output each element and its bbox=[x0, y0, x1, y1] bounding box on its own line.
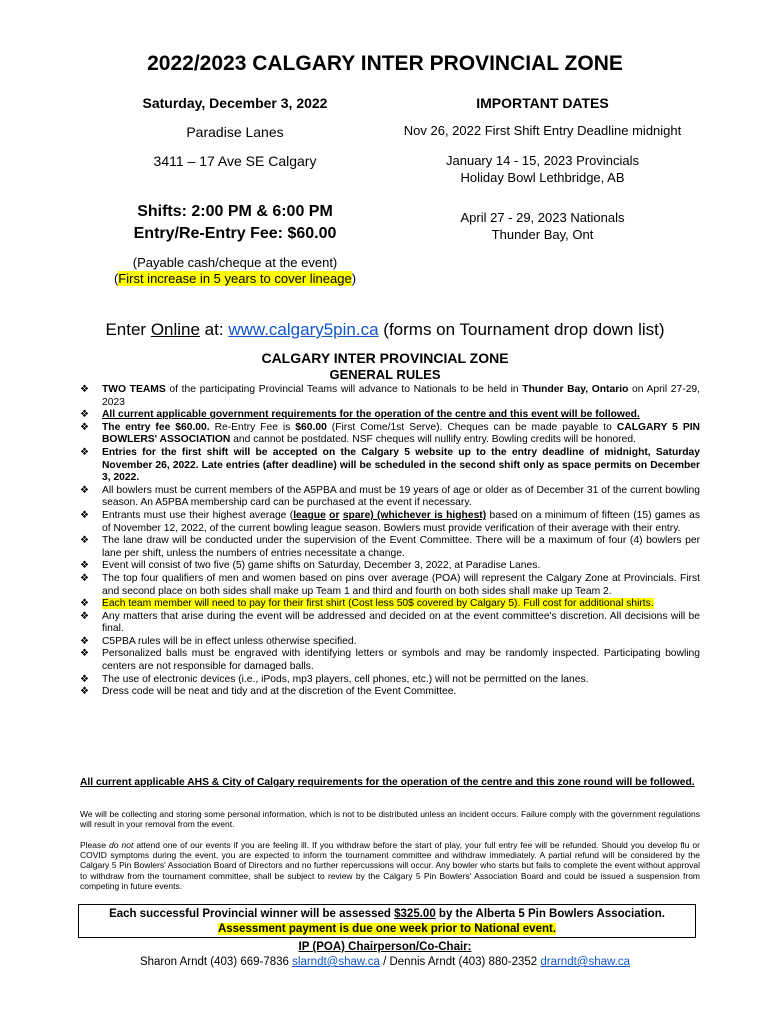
rule-item: ❖ Entrants must use their highest average (league or spare) (whichever is highest) based on a minimum of fifteen (15) games as of November 12, 2022, of the current bowling league season. Bowlers must provide verification of their average with their entry. bbox=[80, 509, 700, 534]
rule-item: ❖ The lane draw will be conducted under the supervision of the Event Committee. There will be a maximum of four (4) bowlers per lane per shift, unless the numbers of entries necessitate a change. bbox=[80, 535, 700, 559]
bullet-icon: ❖ bbox=[80, 535, 89, 547]
rule-item: ❖ Event will consist of two five (5) game shifts on Saturday, December 3, 2022, at Paradise Lanes. bbox=[80, 560, 541, 572]
website-link[interactable]: www.calgary5pin.ca bbox=[228, 320, 379, 339]
rule-item: ❖ The use of electronic devices (i.e., iPods, mp3 players, cell phones, etc.) will not be permitted on the lanes. bbox=[80, 673, 589, 685]
assessment-line-1: Each successful Provincial winner will be assessed $325.00 by the Alberta 5 Pin Bowlers Association. bbox=[109, 908, 665, 920]
bullet-icon: ❖ bbox=[80, 384, 89, 395]
rule-item: ❖ The top four qualifiers of men and women based on pins over average (POA) will represent the Calgary Zone at Provincials. First and second place on both sides shall make up Team 1 and third and fourth on both sides shall make up Team 2. bbox=[80, 572, 700, 597]
rule-item: ❖ The entry fee $60.00. Re-Entry Fee is $60.00 (First Come/1st Serve). Cheques can be made payable to CALGARY 5 PIN BOWLERS' ASSOCIATION and cannot be postdated. NSF cheques will nullify entry. Bowling credits will be honored. bbox=[80, 421, 700, 446]
bullet-icon: ❖ bbox=[80, 635, 89, 647]
provincials-date: January 14 - 15, 2023 Provincials bbox=[446, 153, 639, 168]
payable-note: (Payable cash/cheque at the event) bbox=[132, 255, 338, 270]
increase-note: (First increase in 5 years to cover lineage) bbox=[113, 271, 357, 286]
bullet-icon: ❖ bbox=[80, 610, 89, 622]
event-address: 3411 – 17 Ave SE Calgary bbox=[153, 153, 317, 169]
increase-highlight: First increase in 5 years to cover lineage bbox=[118, 271, 352, 286]
rules-subtitle: GENERAL RULES bbox=[329, 367, 441, 382]
bullet-icon: ❖ bbox=[80, 509, 89, 521]
bullet-icon: ❖ bbox=[80, 560, 89, 572]
online-entry-line: Enter Online at: www.calgary5pin.ca (forms on Tournament drop down list) bbox=[105, 320, 665, 339]
event-date: Saturday, December 3, 2022 bbox=[142, 95, 328, 111]
privacy-paragraph: We will be collecting and storing some personal information, which is not to be distributed unless an incident occurs. Failure comply with the government regulations will result in your removal from the event. bbox=[80, 809, 700, 830]
assessment-box bbox=[78, 904, 696, 938]
rule-item: ❖ Entries for the first shift will be accepted on the Calgary 5 website up to the entry deadline of midnight, Saturday November 26, 2022. Late entries (after deadline) will be scheduled in the second shift only as space permits on December 3, 2022. bbox=[80, 446, 700, 484]
illness-paragraph: Please do not attend one of our events if you are feeling ill. If you withdraw before the start of play, your full entry fee will be refunded. Should you develop flu or COVID symptoms during the event, you are expected to inform the tournament committee and withdraw immediately. A partial refund will be considered by the Calgary 5 Pin Bowlers' Association Board of Directors and no further repercussions will occur. Any bowler who starts but fails to complete the event without approval to withdraw from the tournament committee, shall be subject to review by the Calgary 5 Pin Bowlers' Association Board and could be issued a suspension from competing in future events. bbox=[80, 840, 700, 891]
rule-item: ❖ Any matters that arise during the event will be addressed and decided on at the event committee's discretion. All decisions will be final. bbox=[80, 610, 700, 635]
ahs-requirements: All current applicable AHS & City of Calgary requirements for the operation of the centre and this zone round will be followed. bbox=[80, 777, 695, 788]
rule-item: ❖ TWO TEAMS of the participating Provincial Teams will advance to Nationals to be held in Thunder Bay, Ontario on April 27-29, 2023 bbox=[80, 384, 701, 408]
email-link-dennis[interactable]: drarndt@shaw.ca bbox=[540, 956, 631, 968]
chair-contacts: Sharon Arndt (403) 669-7836 slarndt@shaw.ca / Dennis Arndt (403) 880-2352 drarndt@shaw.ca bbox=[139, 956, 631, 968]
email-link-sharon[interactable]: slarndt@shaw.ca bbox=[292, 956, 380, 968]
rules-list bbox=[78, 384, 700, 699]
rule-item: ❖ Dress code will be neat and tidy and at the discretion of the Event Committee. bbox=[80, 686, 457, 698]
bullet-icon: ❖ bbox=[80, 409, 89, 421]
bullet-icon: ❖ bbox=[80, 421, 89, 433]
bullet-icon: ❖ bbox=[80, 484, 89, 496]
bullet-icon: ❖ bbox=[80, 673, 89, 685]
rule-item bbox=[78, 598, 700, 611]
shirt-rule-highlight: Each team member will need to pay for their first shirt (Cost less 50$ covered by Calgary 5). Full cost for additional shirts. bbox=[102, 598, 654, 610]
bullet-icon: ❖ bbox=[80, 446, 89, 458]
assessment-line-2: Assessment payment is due one week prior to National event. bbox=[217, 923, 557, 935]
bullet-icon: ❖ bbox=[80, 572, 89, 584]
rule-item: ❖ All bowlers must be current members of the A5PBA and must be 19 years of age or older as of December 31 of the current bowling season. An A5PBA membership card can be purchased at the event if necessary. bbox=[80, 484, 700, 509]
bullet-icon: ❖ bbox=[80, 598, 89, 610]
nationals-date: April 27 - 29, 2023 Nationals bbox=[460, 210, 625, 225]
page-title: 2022/2023 CALGARY INTER PROVINCIAL ZONE bbox=[147, 52, 623, 75]
chair-title: IP (POA) Chairperson/Co-Chair: bbox=[298, 941, 472, 953]
rule-item: ❖ Personalized balls must be engraved with identifying letters or symbols and may be randomly inspected. Participating bowling centers are not responsible for damaged balls. bbox=[80, 648, 700, 673]
rules-title: CALGARY INTER PROVINCIAL ZONE bbox=[261, 350, 509, 366]
provincials-venue: Holiday Bowl Lethbridge, AB bbox=[460, 170, 625, 185]
nationals-venue: Thunder Bay, Ont bbox=[491, 227, 594, 242]
entry-deadline: Nov 26, 2022 First Shift Entry Deadline midnight bbox=[403, 123, 682, 138]
event-shifts: Shifts: 2:00 PM & 6:00 PM bbox=[137, 203, 333, 220]
important-dates-heading: IMPORTANT DATES bbox=[476, 95, 609, 111]
rule-item: ❖ All current applicable government requirements for the operation of the centre and this event will be followed. bbox=[80, 409, 640, 421]
bullet-icon: ❖ bbox=[80, 686, 89, 698]
event-venue: Paradise Lanes bbox=[186, 124, 284, 140]
bullet-icon: ❖ bbox=[80, 648, 89, 660]
event-fee: Entry/Re-Entry Fee: $60.00 bbox=[133, 225, 337, 242]
rule-item: ❖ C5PBA rules will be in effect unless otherwise specified. bbox=[80, 635, 357, 647]
